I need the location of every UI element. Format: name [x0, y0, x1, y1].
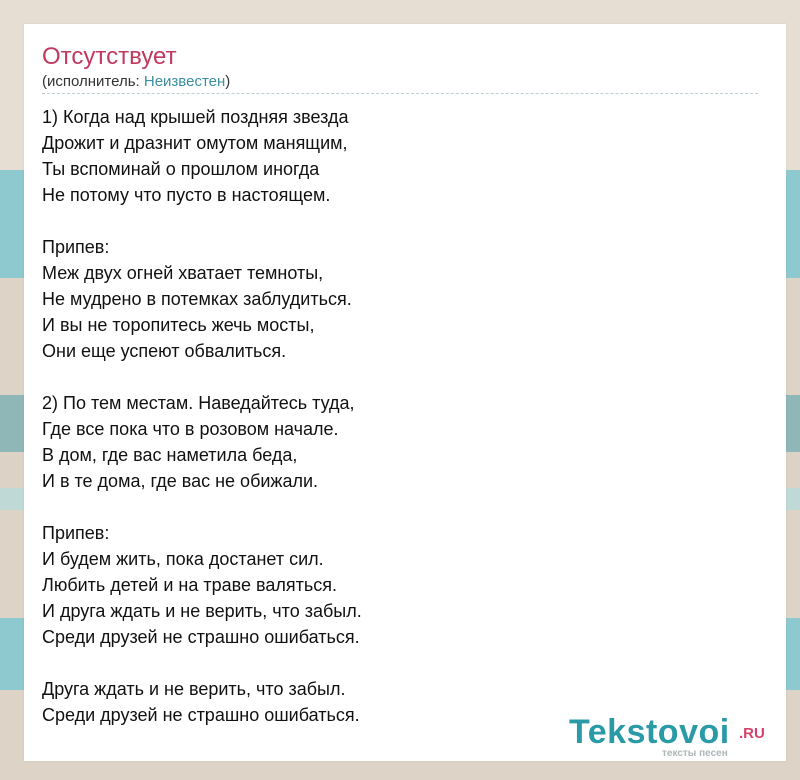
lyrics-body: [42, 104, 362, 754]
lyric-line: Ты вспоминай о прошлом иногда: [42, 159, 320, 179]
lyric-line: Дрожит и дразнит омутом манящим,: [42, 133, 348, 153]
lyric-line: Они еще успеют обвалиться.: [42, 341, 287, 361]
lyric-line: Среди друзей не страшно ошибаться.: [42, 627, 360, 647]
title-divider: [42, 93, 758, 94]
lyric-line: И будем жить, пока достанет сил.: [42, 549, 324, 569]
lyric-line: Припев:: [42, 523, 110, 543]
lyric-line: Не потому что пусто в настоящем.: [42, 185, 331, 205]
lyric-line: И вы не торопитесь жечь мосты,: [42, 315, 315, 335]
lyric-line: В дом, где вас наметила беда,: [42, 445, 298, 465]
lyrics-card: [24, 24, 786, 761]
artist-line: [42, 72, 230, 92]
logo-tagline: тексты песен: [662, 748, 728, 759]
lyric-line: Припев:: [42, 237, 110, 257]
stanza-chorus-2: [42, 520, 362, 650]
lyric-line: И в те дома, где вас не обижали.: [42, 471, 319, 491]
stanza-chorus-1: [42, 234, 362, 364]
logo-domain-suffix: .RU: [739, 725, 765, 742]
stanza-outro: [42, 676, 362, 728]
artist-name-link[interactable]: Неизвестен: [143, 73, 226, 90]
artist-suffix: ): [225, 73, 231, 90]
stanza-verse-1: [42, 104, 362, 208]
lyric-line: 1) Когда над крышей поздняя звезда: [42, 107, 349, 127]
lyric-line: Меж двух огней хватает темноты,: [42, 263, 324, 283]
lyric-line: Любить детей и на траве валяться.: [42, 575, 337, 595]
song-title: Отсутствует: [42, 43, 177, 70]
site-logo[interactable]: [569, 712, 774, 762]
lyric-line: Друга ждать и не верить, что забыл.: [42, 679, 346, 699]
lyric-line: Где все пока что в розовом начале.: [42, 419, 339, 439]
logo-wordmark: Tekstovoi: [569, 713, 730, 751]
lyric-line: Среди друзей не страшно ошибаться.: [42, 705, 360, 725]
lyric-line: 2) По тем местам. Наведайтесь туда,: [42, 393, 355, 413]
artist-prefix: (исполнитель:: [42, 73, 144, 90]
lyric-line: Не мудрено в потемках заблудиться.: [42, 289, 352, 309]
stanza-verse-2: [42, 390, 362, 494]
lyric-line: И друга ждать и не верить, что забыл.: [42, 601, 362, 621]
